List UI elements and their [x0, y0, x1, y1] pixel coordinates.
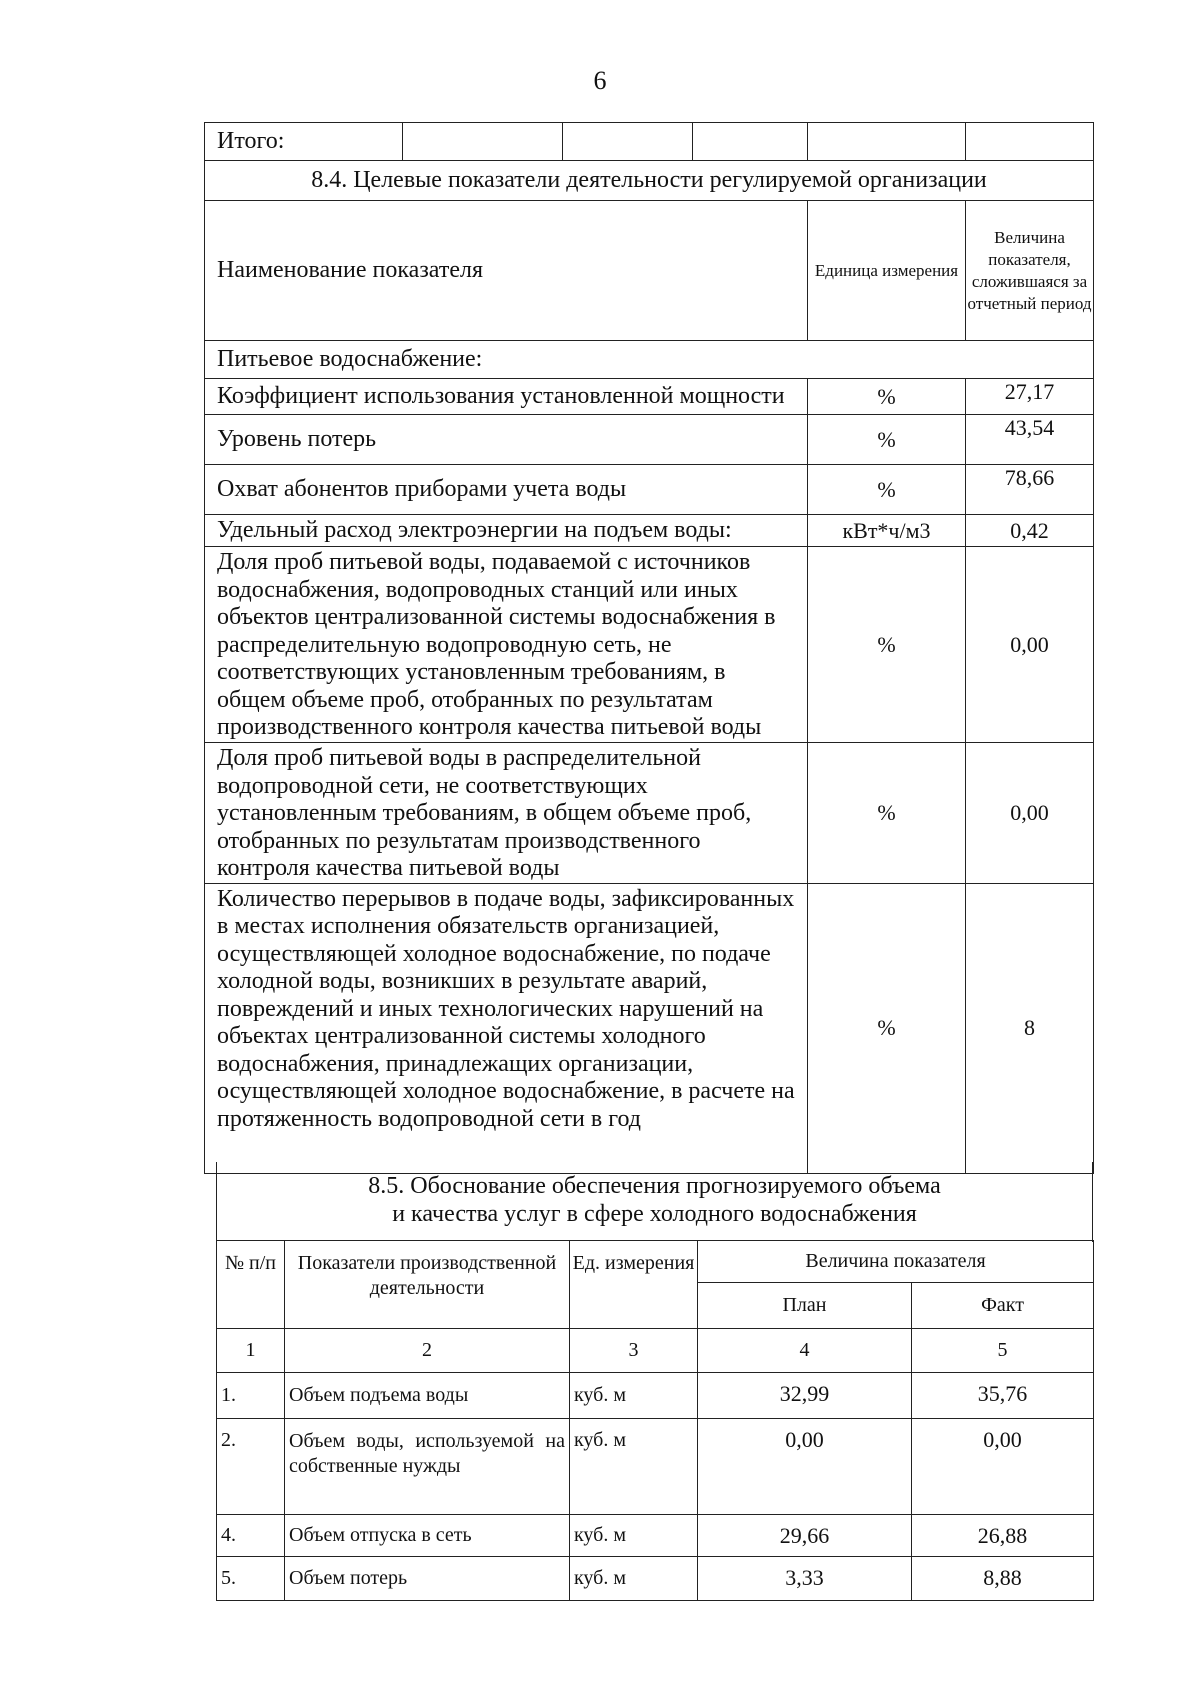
indicator-unit: % — [808, 465, 966, 515]
indicator-value: 0,00 — [966, 547, 1094, 743]
table-row — [205, 547, 1094, 743]
row-fact: 26,88 — [912, 1515, 1094, 1557]
indicator-value: 27,17 — [966, 379, 1094, 415]
indicator-name: Количество перерывов в подаче воды, зафиксированных в местах исполнения обязательств организацией, осуществляющей холодное водоснабжение, по подаче холодной воды, возникших в результате аварий, повреждений и иных технологических нарушений на объектах централизованной системы холодного водоснабжения, принадлежащих организации, осуществляющей холодное водоснабжение, в расчете на протяженность водопроводной сети в год — [205, 883, 808, 1173]
indicator-name: Уровень потерь — [205, 415, 808, 465]
table-row — [205, 515, 1094, 547]
header-unit: Единица измерения — [808, 201, 966, 341]
table-row — [205, 379, 1094, 415]
indicator-name: Охват абонентов приборами учета воды — [205, 465, 808, 515]
row-name: Объем подъема воды — [285, 1373, 570, 1419]
table-row — [217, 1419, 1094, 1515]
row-name: Объем отпуска в сеть — [285, 1515, 570, 1557]
indicator-unit: % — [808, 883, 966, 1173]
indicator-unit: кВт*ч/м3 — [808, 515, 966, 547]
table-row — [217, 1557, 1094, 1601]
indicator-value: 43,54 — [966, 415, 1094, 465]
table-row — [217, 1515, 1094, 1557]
row-fact: 35,76 — [912, 1373, 1094, 1419]
table-row — [205, 465, 1094, 515]
indicator-value: 0,42 — [966, 515, 1094, 547]
section-8-5-title — [216, 1172, 1093, 1228]
indicator-value: 78,66 — [966, 465, 1094, 515]
total-row-label: Итого: — [205, 123, 403, 161]
indicator-value: 0,00 — [966, 743, 1094, 884]
group-label: Питьевое водоснабжение: — [205, 341, 1094, 379]
indicator-name: Коэффициент использования установленной мощности — [205, 379, 808, 415]
section-8-4-title: 8.4. Целевые показатели деятельности регулируемой организации — [205, 161, 1094, 201]
header-value-group: Величина показателя — [698, 1241, 1094, 1283]
service-volume-table — [216, 1240, 1094, 1601]
target-indicators-table — [204, 122, 1094, 1174]
row-name: Объем потерь — [285, 1557, 570, 1601]
header-row — [205, 201, 1094, 341]
section-8-5-title-line1: 8.5. Обоснование обеспечения прогнозируемого объема — [368, 1173, 941, 1199]
header-unit: Ед. измерения — [570, 1241, 698, 1329]
row-fact: 0,00 — [912, 1419, 1094, 1515]
row-unit: куб. м — [570, 1373, 698, 1419]
indicator-unit: % — [808, 379, 966, 415]
column-numbers-row — [217, 1329, 1094, 1373]
empty-cell — [403, 123, 563, 161]
row-plan: 3,33 — [698, 1557, 912, 1601]
section-8-5-title-line2: и качества услуг в сфере холодного водоснабжения — [392, 1201, 917, 1227]
indicator-name: Доля проб питьевой воды, подаваемой с источников водоснабжения, водопроводных станций или иных объектов централизованной системы водоснабжения в распределительную водопроводную сеть, не соответствующих установленным требованиям, в общем объеме проб, отобранных по результатам производственного контроля качества питьевой воды — [205, 547, 808, 743]
row-unit: куб. м — [570, 1419, 698, 1515]
empty-cell — [808, 123, 966, 161]
table-row — [205, 883, 1094, 1173]
row-plan: 0,00 — [698, 1419, 912, 1515]
row-unit: куб. м — [570, 1515, 698, 1557]
table-row — [217, 1373, 1094, 1419]
header-fact: Факт — [912, 1283, 1094, 1329]
col-number: 1 — [217, 1329, 285, 1373]
empty-cell — [563, 123, 693, 161]
col-number: 3 — [570, 1329, 698, 1373]
row-plan: 29,66 — [698, 1515, 912, 1557]
col-number: 2 — [285, 1329, 570, 1373]
row-num: 5. — [217, 1557, 285, 1601]
row-num: 4. — [217, 1515, 285, 1557]
total-row — [205, 123, 1094, 161]
indicator-value: 8 — [966, 883, 1094, 1173]
col-number: 5 — [912, 1329, 1094, 1373]
indicator-name: Удельный расход электроэнергии на подъем воды: — [205, 515, 808, 547]
indicator-unit: % — [808, 743, 966, 884]
header-indicator-name: Наименование показателя — [205, 201, 808, 341]
col-number: 4 — [698, 1329, 912, 1373]
row-num: 1. — [217, 1373, 285, 1419]
row-unit: куб. м — [570, 1557, 698, 1601]
row-num: 2. — [217, 1419, 285, 1515]
row-fact: 8,88 — [912, 1557, 1094, 1601]
indicator-name: Доля проб питьевой воды в распределительной водопроводной сети, не соответствующих установленным требованиям, в общем объеме проб, отобранных по результатам производственного контроля качества питьевой воды — [205, 743, 808, 884]
header-plan: План — [698, 1283, 912, 1329]
row-name: Объем воды, используемой на собственные нужды — [285, 1419, 570, 1515]
indicator-unit: % — [808, 415, 966, 465]
page-number: 6 — [593, 66, 607, 95]
empty-cell — [966, 123, 1094, 161]
header-value: Величина показателя, сложившаяся за отчетный период — [966, 201, 1094, 341]
header-indicator: Показатели производственной деятельности — [285, 1241, 570, 1329]
row-plan: 32,99 — [698, 1373, 912, 1419]
table-row — [205, 743, 1094, 884]
table-row — [205, 415, 1094, 465]
header-num: № п/п — [217, 1241, 285, 1329]
indicator-unit: % — [808, 547, 966, 743]
empty-cell — [693, 123, 808, 161]
